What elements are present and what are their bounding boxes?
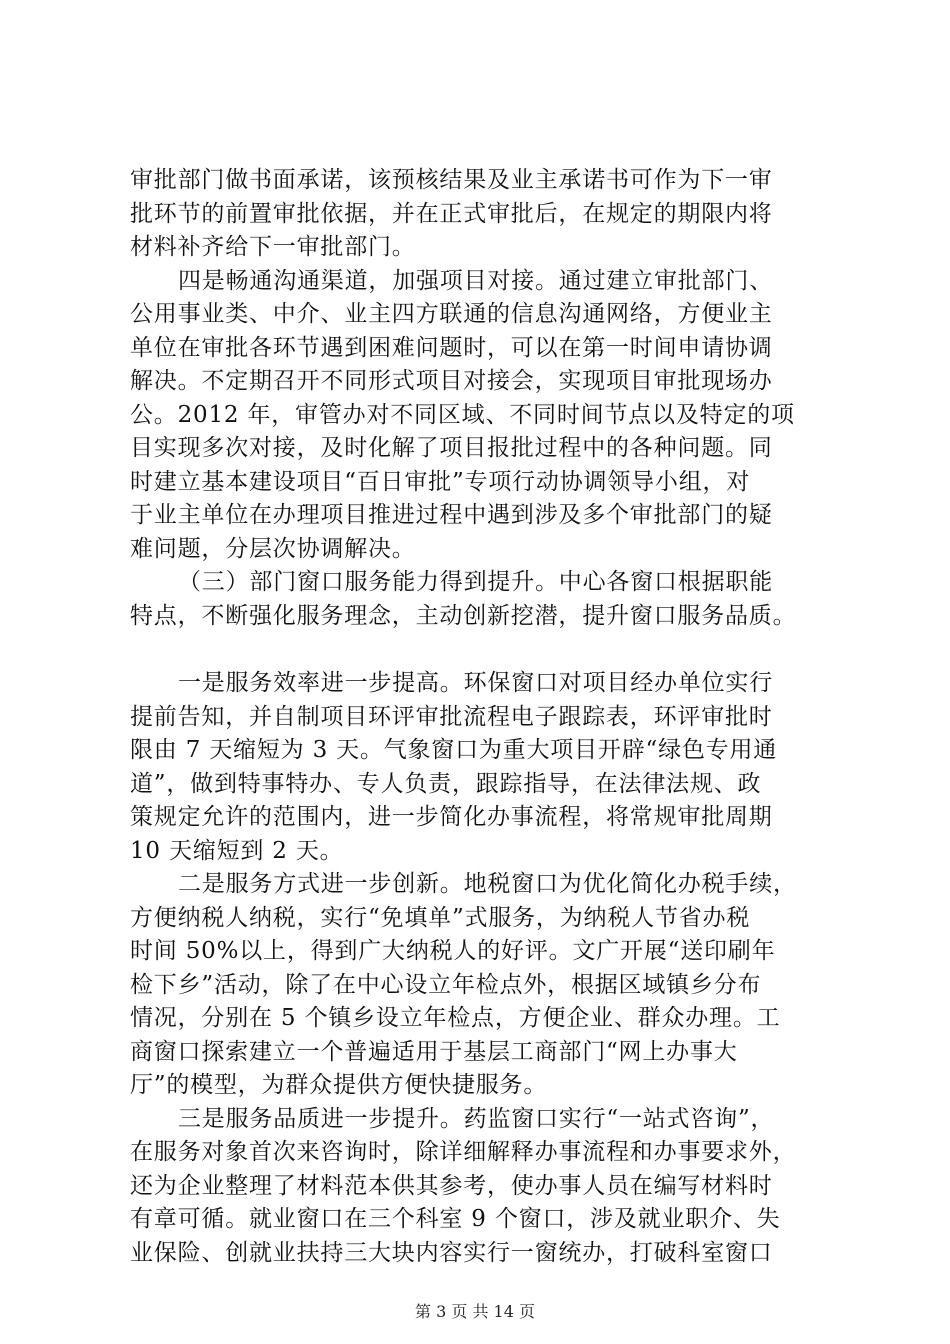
page-number-footer: 第 3 页 共 14 页 — [415, 1302, 535, 1321]
text-line: 于业主单位在办理项目推进过程中遇到涉及多个审批部门的疑 — [130, 502, 773, 528]
paragraph — [130, 868, 842, 1103]
text-line: 特点，不断强化服务理念，主动创新挖潜，提升窗口服务品质。 — [130, 602, 797, 629]
paragraph — [130, 265, 842, 567]
text-line: 情况，分别在 5 个镇乡设立年检点，方便企业、群众办理。工 — [130, 1005, 781, 1031]
text-line: 厅”的模型，为群众提供方便快捷服务。 — [130, 1072, 548, 1098]
text-line: 有章可循。就业窗口在三个科室 9 个窗口，涉及就业职介、失 — [130, 1206, 781, 1232]
text-line: 方便纳税人纳税，实行“免填单”式服务，为纳税人节省办税 — [130, 904, 751, 931]
text-line: 四是畅通沟通渠道，加强项目对接。通过建立审批部门、 — [178, 267, 773, 294]
text-line: 提前告知，并自制项目环评审批流程电子跟踪表，环评审批时 — [130, 703, 773, 730]
document-body — [130, 164, 842, 1270]
text-line: 三是服务品质进一步提升。药监窗口实行“一站式咨询”， — [178, 1105, 775, 1132]
text-line: 审批部门做书面承诺，该预核结果及业主承诺书可作为下一审 — [130, 167, 773, 193]
paragraph-gap — [130, 633, 842, 667]
text-line: 还为企业整理了材料范本供其参考，使办事人员在编写材料时 — [130, 1172, 773, 1199]
text-line: 目实现多次对接，及时化解了项目报批过程中的各种问题。同 — [130, 435, 773, 461]
paragraph — [130, 1103, 842, 1271]
text-line: 解决。不定期召开不同形式项目对接会，实现项目审批现场办 — [130, 368, 773, 394]
paragraph — [130, 667, 842, 868]
text-line: 道”，做到特事特办、专人负责，跟踪指导，在法律法规、政 — [130, 770, 762, 797]
text-line: 限由 7 天缩短为 3 天。气象窗口为重大项目开辟“绿色专用通 — [130, 737, 778, 763]
text-line: 商窗口探索建立一个普遍适用于基层工商部门“网上办事大 — [130, 1038, 738, 1065]
text-line: 10 天缩短到 2 天。 — [130, 837, 344, 864]
text-line: 材料补齐给下一审批部门。 — [130, 234, 416, 260]
text-line: 公。2012 年，审管办对不同区域、不同时间节点以及特定的项 — [130, 401, 795, 428]
text-line: 公用事业类、中介、业主四方联通的信息沟通网络，方便业主 — [130, 301, 773, 327]
text-line: （三）部门窗口服务能力得到提升。中心各窗口根据职能 — [178, 569, 773, 595]
text-line: 二是服务方式进一步创新。地税窗口为优化简化办税手续， — [178, 871, 797, 897]
text-line: 业保险、创就业扶持三大块内容实行一窗统办，打破科室窗口 — [130, 1239, 773, 1266]
paragraph — [130, 566, 842, 633]
text-line: 时建立基本建设项目“百日审批”专项行动协调领导小组，对 — [130, 468, 751, 495]
text-line: 难问题，分层次协调解决。 — [130, 535, 416, 562]
text-line: 在服务对象首次来咨询时，除详细解释办事流程和办事要求外， — [130, 1139, 797, 1165]
text-line: 单位在审批各环节遇到困难问题时，可以在第一时间申请协调 — [130, 334, 773, 361]
text-line: 策规定允许的范围内，进一步简化办事流程，将常规审批周期 — [130, 804, 773, 830]
text-line: 批环节的前置审批依据，并在正式审批后，在规定的期限内将 — [130, 200, 773, 227]
text-line: 一是服务效率进一步提高。环保窗口对项目经办单位实行 — [178, 670, 773, 696]
text-line: 检下乡”活动，除了在中心设立年检点外，根据区域镇乡分布 — [130, 971, 762, 998]
text-line: 时间 50%以上，得到广大纳税人的好评。文广开展“送印刷年 — [130, 938, 776, 964]
paragraph — [130, 164, 842, 265]
